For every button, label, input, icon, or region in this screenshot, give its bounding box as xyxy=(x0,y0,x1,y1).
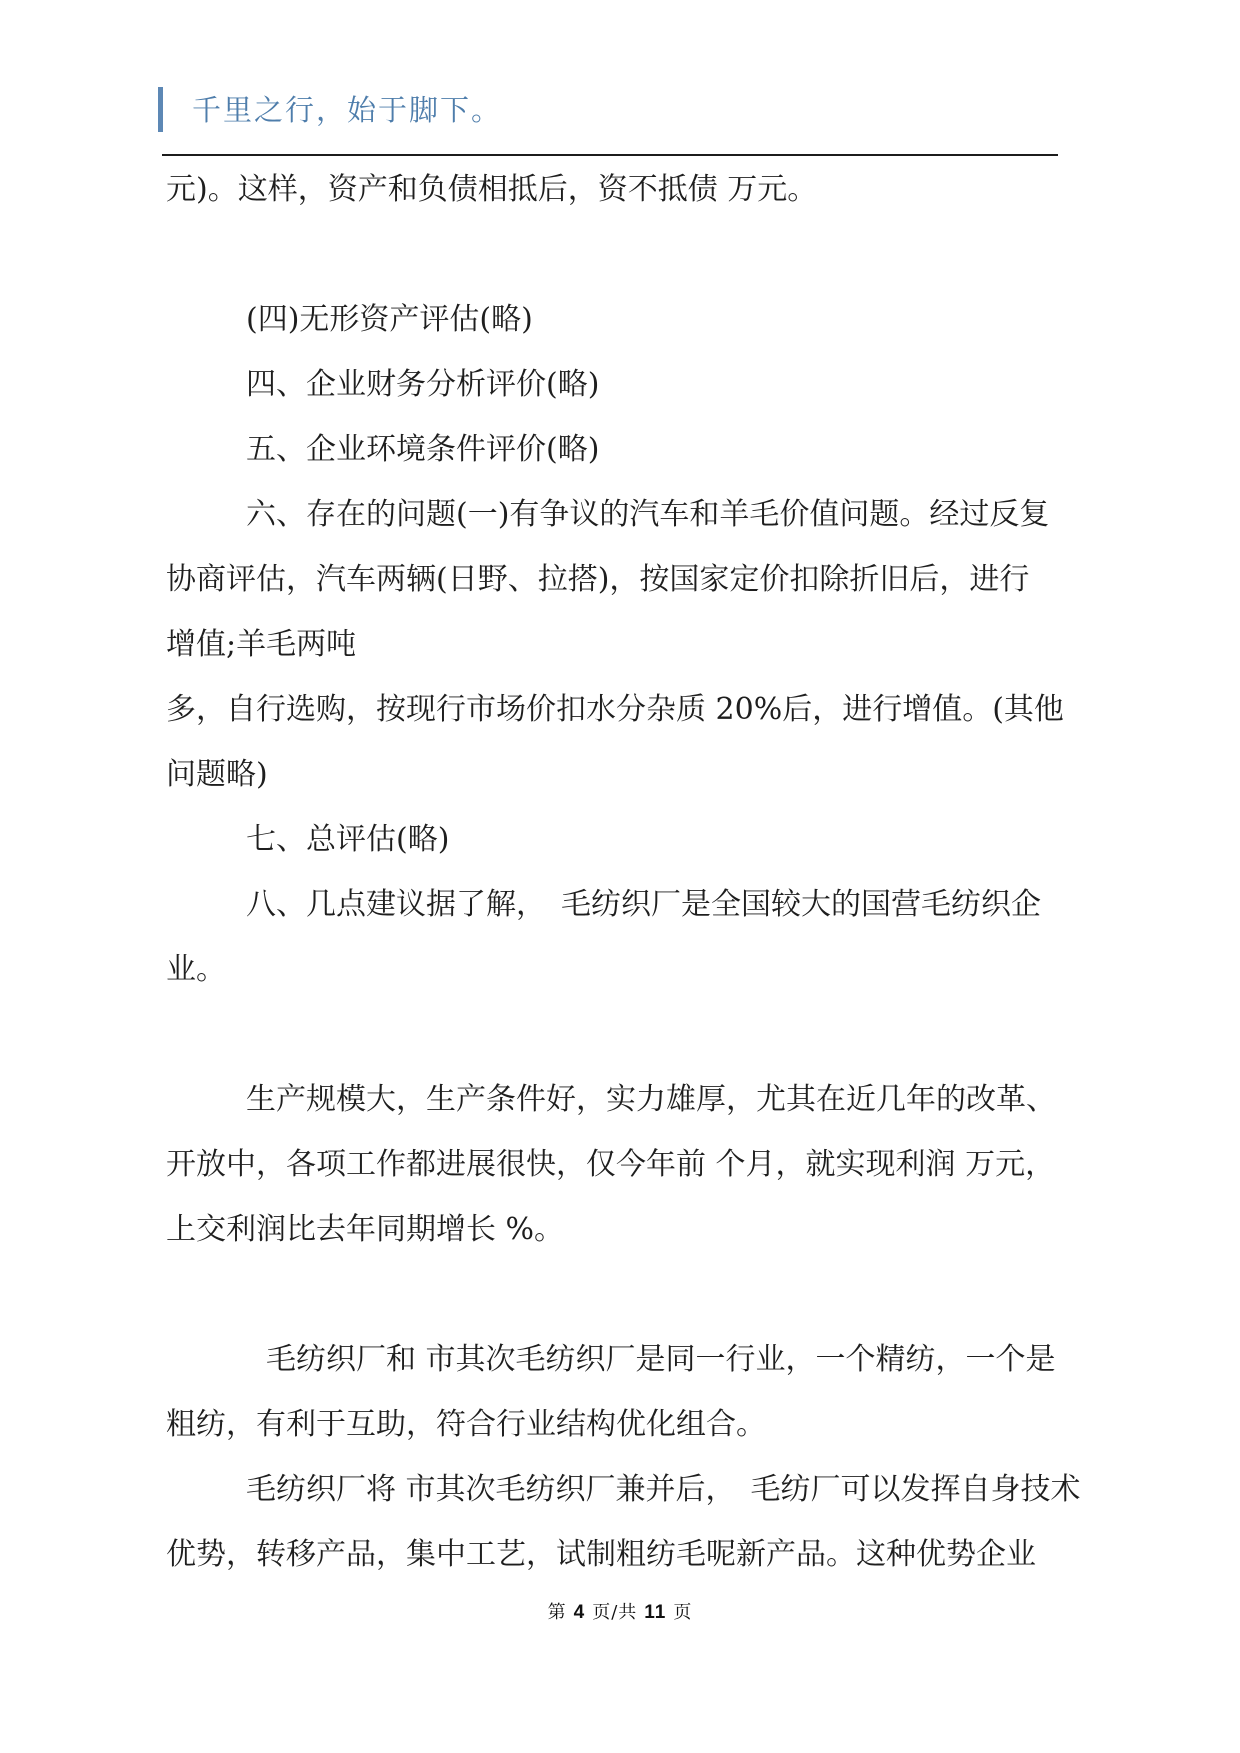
text-line: 生产规模大，生产条件好，实力雄厚，尤其在近几年的改革、 xyxy=(246,1082,1056,1117)
text-line: 八、几点建议据了解， 毛纺织厂是全国较大的国营毛纺织企 xyxy=(246,887,1041,922)
text-line: 业。 xyxy=(166,952,226,987)
blank-line xyxy=(166,222,1086,287)
text-line: 四、企业财务分析评价(略) xyxy=(246,367,600,402)
text-line: 七、总评估(略) xyxy=(246,822,450,857)
header-divider-rule xyxy=(162,154,1058,156)
text-line: 五、企业环境条件评价(略) xyxy=(246,432,600,467)
footer-suffix: 页 xyxy=(673,1602,693,1623)
text-line: 开放中，各项工作都进展很快，仅今年前 个月，就实现利润 万元， xyxy=(166,1147,1056,1182)
blank-line xyxy=(166,1262,1086,1327)
text-line: 六、存在的问题(一)有争议的汽车和羊毛价值问题。经过反复 xyxy=(246,497,1050,532)
text-line: 协商评估，汽车两辆(日野、拉搭)，按国家定价扣除折旧后，进行 xyxy=(166,562,1030,597)
text-line: 粗纺，有利于互助，符合行业结构优化组合。 xyxy=(166,1407,766,1442)
text-line: (四)无形资产评估(略) xyxy=(246,302,533,337)
text-line: 毛纺织厂将 市其次毛纺织厂兼并后， 毛纺厂可以发挥自身技术 xyxy=(246,1472,1081,1507)
footer-separator: 页/共 xyxy=(592,1602,638,1623)
document-body xyxy=(166,157,1086,1587)
text-line: 上交利润比去年同期增长 %。 xyxy=(166,1212,565,1247)
header-accent-bar xyxy=(158,87,163,132)
page-footer xyxy=(0,1598,1240,1628)
blank-line xyxy=(166,1002,1086,1067)
text-line: 问题略) xyxy=(166,757,268,792)
current-page-number: 4 xyxy=(573,1602,586,1623)
text-line: 毛纺织厂和 市其次毛纺织厂是同一行业，一个精纺，一个是 xyxy=(266,1342,1056,1377)
header-quote: 千里之行，始于脚下。 xyxy=(192,93,503,127)
text-line: 增值;羊毛两吨 xyxy=(166,627,357,662)
total-page-count: 11 xyxy=(644,1602,667,1623)
text-line: 优势，转移产品，集中工艺，试制粗纺毛呢新产品。这种优势企业 xyxy=(166,1537,1036,1572)
text-line: 多，自行选购，按现行市场价扣水分杂质 20%后，进行增值。(其他 xyxy=(166,692,1064,727)
footer-prefix: 第 xyxy=(547,1602,567,1623)
text-line: 元)。这样，资产和负债相抵后，资不抵债 万元。 xyxy=(166,172,818,207)
